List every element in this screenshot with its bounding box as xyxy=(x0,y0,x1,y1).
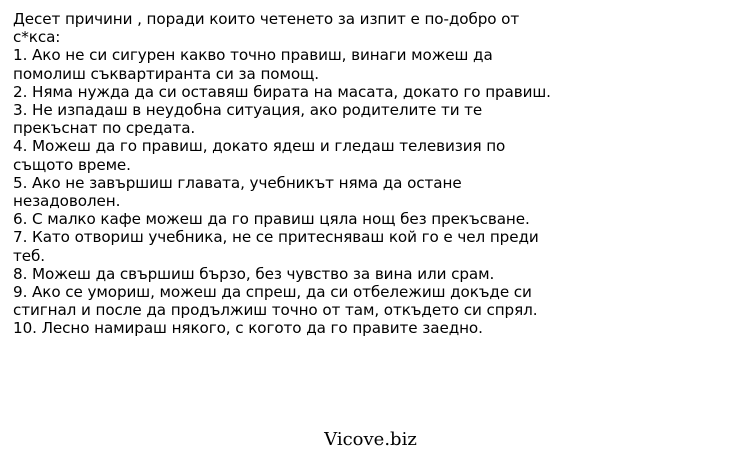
reason-5-line-2: незадоволен. xyxy=(13,192,121,211)
reason-7-line-2: теб. xyxy=(13,246,45,265)
reason-3-line-1: 3. Не изпадаш в неудобна ситуация, ако родителите ти те xyxy=(13,101,483,120)
site-watermark: Vicove.biz xyxy=(324,429,417,450)
title-line-1: Десет причини , поради които четенето за изпит е по-добро от xyxy=(13,10,520,28)
reason-1-line-2: помолиш съквартиранта си за помощ. xyxy=(13,64,319,83)
reason-3-line-2: прекъснат по средата. xyxy=(13,119,196,138)
reason-5-line-1: 5. Ако не завършиш главата, учебникът няма да остане xyxy=(13,173,462,192)
reason-4-line-1: 4. Можеш да го правиш, докато ядеш и гледаш телевизия по xyxy=(13,137,506,156)
reason-10-line-1: 10. Лесно намираш някого, с когото да го правите заедно. xyxy=(13,319,483,338)
reason-6-line-1: 6. С малко кафе можеш да го правиш цяла нощ без прекъсване. xyxy=(13,210,530,229)
reason-2-line-1: 2. Няма нужда да си оставяш бирата на масата, докато го правиш. xyxy=(13,82,551,101)
title-line-2: с*кса: xyxy=(13,28,61,47)
reason-9-line-1: 9. Ако се умориш, можеш да спреш, да си отбележиш докъде си xyxy=(13,283,532,302)
reason-1-line-1: 1. Ако не си сигурен какво точно правиш, винаги можеш да xyxy=(13,46,493,65)
reason-8-line-1: 8. Можеш да свършиш бързо, без чувство за вина или срам. xyxy=(13,264,495,283)
reason-9-line-2: стигнал и после да продължиш точно от там, откъдето си спрял. xyxy=(13,301,538,320)
joke-text xyxy=(13,10,573,338)
reason-4-line-2: същото време. xyxy=(13,155,131,174)
reason-7-line-1: 7. Като отвориш учебника, не се притесняваш кой го е чел преди xyxy=(13,228,539,247)
